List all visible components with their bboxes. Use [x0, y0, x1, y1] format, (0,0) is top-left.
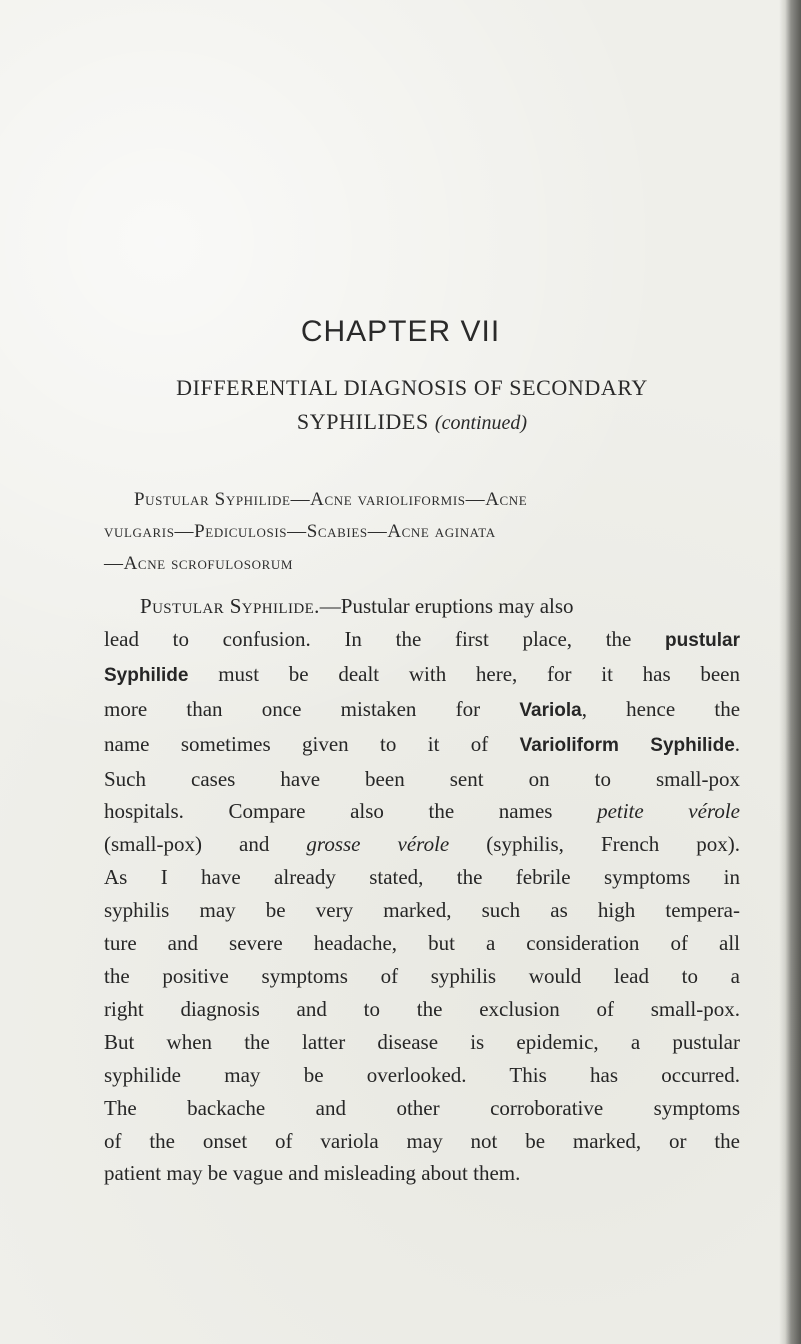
paragraph-line-8-tail: (syphilis, French pox).: [486, 832, 741, 857]
paragraph-line-1: [104, 590, 740, 623]
paragraph-line-13: right diagnosis and to the exclusion of small-pox.: [104, 996, 740, 1021]
paragraph-line-5-tail: .: [734, 731, 741, 756]
summary-line-3: —Acne scrofulosorum: [104, 553, 294, 574]
summary-line-1: Pustular Syphilide—Acne varioliformis—Acne: [134, 489, 528, 510]
page-edge-shadow: [779, 0, 801, 1344]
paragraph-line-5-text: name sometimes given to it of: [104, 731, 489, 756]
paragraph-line-10: syphilis may be very marked, such as high tempera-: [104, 898, 740, 923]
paragraph-line-11: ture and severe headache, but a consideration of all: [104, 931, 740, 956]
paragraph-line-4-text: more than once mistaken for: [104, 696, 481, 721]
paragraph-line-4-tail: , hence the: [581, 696, 741, 721]
term-syphilide: Syphilide: [104, 664, 189, 686]
paragraph-line-12: the positive symptoms of syphilis would lead to a: [104, 963, 740, 988]
paragraph-line-6: Such cases have been sent on to small-pox: [104, 766, 740, 791]
paragraph-line-9: As I have already stated, the febrile symptoms in: [104, 865, 740, 890]
term-varioliform-syphilide: Varioliform Syphilide: [519, 734, 735, 756]
paragraph-line-3-text: must be dealt with here, for it has been: [218, 661, 741, 686]
term-grosse-verole: grosse vérole: [306, 832, 450, 857]
chapter-heading: CHAPTER VII: [300, 315, 501, 348]
paragraph-line-4: [104, 693, 740, 728]
chapter-summary: [104, 484, 740, 580]
paragraph-line-7: [104, 795, 740, 828]
term-pustular: pustular: [665, 629, 740, 651]
title-line-1: DIFFERENTIAL DIAGNOSIS OF SECONDARY: [176, 375, 648, 400]
paragraph-line-1-text: —Pustular eruptions may also: [319, 594, 574, 618]
paragraph-line-18: patient may be vague and misleading about them.: [104, 1161, 521, 1186]
paragraph-line-8-text: (small-pox) and: [104, 832, 270, 857]
paragraph-line-2: [104, 623, 740, 658]
paragraph-line-17: of the onset of variola may not be marked, or the: [104, 1128, 740, 1153]
paragraph-line-3: [104, 658, 740, 693]
paragraph-line-2-text: lead to confusion. In the first place, the: [104, 626, 632, 651]
paragraph-line-16: The backache and other corroborative symptoms: [104, 1095, 740, 1120]
term-petite-verole: petite vérole: [597, 799, 741, 824]
section-lead: Pustular Syphilide.: [140, 594, 320, 618]
term-variola: Variola: [519, 699, 582, 721]
chapter-title: [104, 371, 720, 440]
title-continued: (continued): [434, 412, 528, 434]
title-main-text: SYPHILIDES: [296, 409, 429, 434]
paragraph-line-14: But when the latter disease is epidemic, a pustular: [104, 1029, 740, 1054]
paragraph-line-8: [104, 828, 740, 861]
paragraph-line-7-text: hospitals. Compare also the names: [104, 799, 553, 824]
paragraph-line-15: syphilide may be overlooked. This has occurred.: [104, 1062, 740, 1087]
paragraph-pustular-syphilide: [104, 590, 740, 1190]
title-line-2: [104, 405, 720, 440]
summary-line-2: vulgaris—Pediculosis—Scabies—Acne aginata: [104, 521, 496, 542]
paragraph-line-5: [104, 728, 740, 763]
